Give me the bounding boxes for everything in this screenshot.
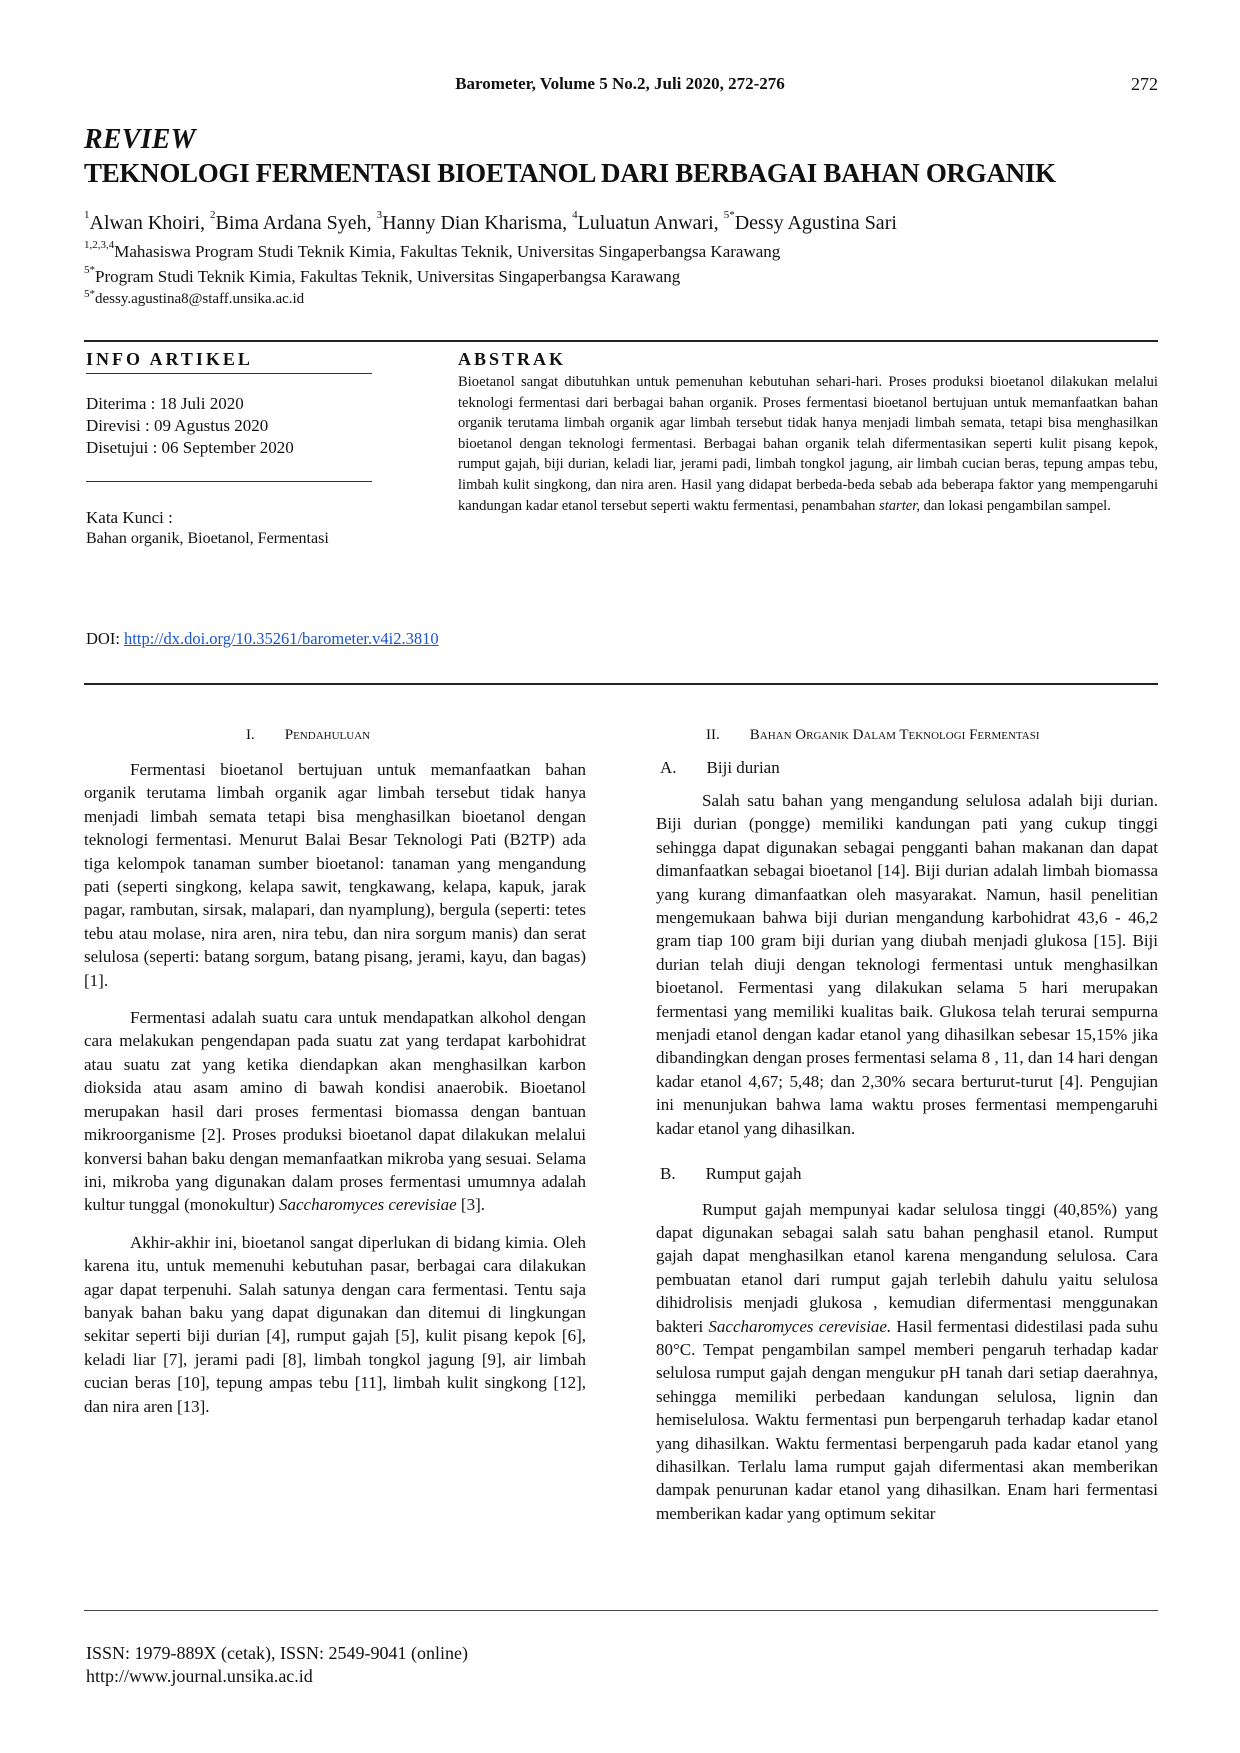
date-received: Diterima : 18 Juli 2020 <box>86 394 244 413</box>
date-accepted: Disetujui : 06 September 2020 <box>86 438 294 457</box>
author-1-sup: 1 <box>84 209 90 221</box>
paragraph-b-main: Rumput gajah mempunyai kadar selulosa tinggi (40,85%) yang dapat digunakan sebagai salah satu bahan penghasil etanol. Rumput gajah dapat menghasilkan etanol karena mengandung selulosa. Cara pembuatan etanol dari rumput gajah terlebih dahulu yaitu selulosa dihidrolisis menjadi glukosa , kemudian difermentasi menggunakan bakteri <box>656 1199 1158 1336</box>
info-artikel-title: INFO ARTIKEL <box>86 349 253 369</box>
section-1-heading <box>246 727 370 744</box>
author-4-sup: 4 <box>572 209 578 221</box>
divider-body <box>84 683 1158 685</box>
page-number: 272 <box>1131 74 1158 94</box>
section-2-number: II. <box>706 727 720 743</box>
author-2-sup: 2 <box>210 209 216 221</box>
author-3-sup: 3 <box>376 209 383 221</box>
affiliation-email <box>84 288 305 308</box>
abstract-text-end: dan lokasi pengambilan sampel. <box>919 497 1111 514</box>
section-1-number: I. <box>246 727 255 743</box>
author-2: Bima Ardana Syeh, <box>215 212 377 234</box>
info-divider-2 <box>86 481 372 482</box>
paragraph-a: Salah satu bahan yang mengandung selulosa adalah biji durian. Biji durian (pongge) memiliki kandungan pati yang cukup tinggi sehingga dapat digunakan sebagai pengganti bahan makanan dan dapat dimanfaatkan sebagai bioetanol [14]. Biji durian adalah limbah biomassa yang kurang dimanfaatkan oleh masyarakat. Namun, hasil penelitian mengemukaan bahwa biji durian mengandung karbohidrat 43,6 - 46,2 gram tiap 100 gram biji durian yang diubah menjadi glukosa [15]. Biji durian telah diuji dengan teknologi fermentasi untuk menghasilkan bioetanol. Fermentasi yang dilakukan selama 5 hari merupakan fermentasi yang memiliki kualitas baik. Glukosa telah terurai sempurna menjadi etanol dengan kadar etanol yang dihasilkan sebesar 15,15% jika dibandingkan dengan proses fermentasi selama 8 , 11, dan 14 hari dengan kadar etanol 4,67; 5,48; dan 2,30% secara berturut-turut [4]. Pengujian ini menunjukan bahwa lama waktu proses fermentasi mempengaruhi kadar etanol yang dihasilkan. <box>656 791 1158 1138</box>
doi-label: DOI: <box>86 629 125 648</box>
author-email: dessy.agustina8@staff.unsika.ac.id <box>95 291 305 307</box>
footer-divider <box>84 1610 1158 1611</box>
paragraph-b-italic: Saccharomyces cerevisiae. <box>708 1316 892 1336</box>
info-divider-1 <box>86 373 372 374</box>
paragraph-1: Fermentasi bioetanol bertujuan untuk memanfaatkan bahan organik terutama limbah organik agar limbah tersebut tidak hanya menjadi limbah semata tetapi bisa menghasilkan bioetanol dengan teknologi fermentasi. Menurut Balai Besar Teknologi Pati (B2TP) ada tiga kelompok tanaman sumber bioetanol: tanaman yang mengandung pati (seperti singkong, kelapa sawit, tengkawang, kelapa, kapuk, jarak pagar, rambutan, sirsak, malapari, dan nyamplung), bergula (seperti: tetes tebu atau molase, nira aren, nira tebu, dan nira sorgum manis) dan serat selulosa (seperti: batang sorgum, batang pisang, jerami, kayu, dan bagas) [1]. <box>84 760 586 990</box>
subsection-b-letter: B. <box>660 1164 676 1184</box>
subsection-b-heading <box>660 1162 1158 1185</box>
affiliation-2 <box>84 264 681 287</box>
affiliation-1-sup: 1,2,3,4 <box>84 239 115 251</box>
footer-issn: ISSN: 1979-889X (cetak), ISSN: 2549-9041 (online) <box>86 1643 468 1663</box>
paragraph-b <box>656 1198 1158 1526</box>
divider-top <box>84 340 1158 342</box>
article-type-label: REVIEW <box>84 124 196 155</box>
author-4: Luluatun Anwari, <box>577 212 724 234</box>
author-5: Dessy Agustina Sari <box>734 212 897 234</box>
subsection-b-title: Rumput gajah <box>705 1164 802 1184</box>
subsection-a-letter: A. <box>660 758 677 777</box>
affiliation-1 <box>84 239 781 262</box>
paragraph-2-end: [3]. <box>456 1195 485 1215</box>
author-5-sup: 5* <box>723 209 735 221</box>
keywords-label: Kata Kunci : <box>86 508 173 527</box>
author-3: Hanny Dian Kharisma, <box>382 212 573 234</box>
author-list <box>84 209 897 235</box>
paragraph-2-italic: Saccharomyces cerevisiae <box>279 1195 457 1215</box>
right-column <box>656 789 1158 1539</box>
section-2-heading <box>706 727 1039 744</box>
subsection-a-title: Biji durian <box>706 758 780 777</box>
abstract-title: ABSTRAK <box>458 349 567 369</box>
paragraph-b-end: Hasil fermentasi didestilasi pada suhu 80°C. Tempat pengambilan sampel memberi pengaruh terhadap kadar selulosa rumput gajah dengan mengukur pH tanah dari setiap daerahnya, sehingga memiliki perbedaan kandungan selulosa, lignin dan hemiselulosa. Waktu fermentasi pun berpengaruh terhadap kadar etanol yang dihasilkan. Waktu fermentasi berpengaruh pada kadar etanol yang dihasilkan. Terlalu lama rumput gajah difermentasi akan memberikan dampak penurunan kadar etanol yang dihasilkan. Enam hari fermentasi memberikan kadar yang optimum sekitar <box>656 1316 1158 1523</box>
doi-line <box>86 629 439 649</box>
paragraph-2 <box>84 1006 586 1217</box>
abstract-text <box>458 372 1158 516</box>
journal-header: Barometer, Volume 5 No.2, Juli 2020, 272-276 <box>455 74 785 93</box>
author-1: Alwan Khoiri, <box>89 212 211 234</box>
affiliation-email-sup: 5* <box>84 288 95 300</box>
subsection-a-heading <box>660 758 780 778</box>
section-1-title: Pendahuluan <box>284 727 371 743</box>
date-revised: Direvisi : 09 Agustus 2020 <box>86 416 269 435</box>
affiliation-2-text: Program Studi Teknik Kimia, Fakultas Teknik, Universitas Singaperbangsa Karawang <box>95 267 681 286</box>
abstract-text-italic: starter, <box>879 497 920 514</box>
affiliation-1-text: Mahasiswa Program Studi Teknik Kimia, Fakultas Teknik, Universitas Singaperbangsa Karawang <box>114 242 781 261</box>
article-title: TEKNOLOGI FERMENTASI BIOETANOL DARI BERBAGAI BAHAN ORGANIK <box>84 158 1056 188</box>
keywords: Bahan organik, Bioetanol, Fermentasi <box>86 530 329 547</box>
doi-link[interactable]: http://dx.doi.org/10.35261/barometer.v4i2.3810 <box>124 629 439 648</box>
left-column <box>84 758 586 1432</box>
paragraph-2-main: Fermentasi adalah suatu cara untuk mendapatkan alkohol dengan cara melakukan pengendapan pada suatu zat yang terdapat karbohidrat atau suatu zat yang ketika diendapkan akan menghasilkan karbon dioksida atau asam amino di bawah kondisi anaerobik. Bioetanol merupakan hasil dari proses fermentasi biomassa dengan bantuan mikroorganisme [2]. Proses produksi bioetanol dapat dilakukan melalui konversi bahan baku dengan memanfaatkan mikroba yang sesuai. Selama ini, mikroba yang digunakan dalam proses fermentasi umumnya adalah kultur tunggal (monokultur) <box>84 1008 586 1215</box>
abstract-text-main: Bioetanol sangat dibutuhkan untuk pemenuhan kebutuhan sehari-hari. Proses produksi bioetanol dilakukan melalui teknologi fermentasi dari berbagai bahan organik. Proses fermentasi bioetanol bertujuan untuk memanfaatkan bahan organik terutama limbah organik agar limbah tersebut tidak hanya menjadi limbah semata, tetapi bisa menghasilkan bioetanol dengan teknologi fermentasi. Berbagai bahan organik telah difermentasikan seperti kulit pisang kepok, rumput gajah, biji durian, keladi liar, jerami padi, limbah tongkol jagung, air limbah cucian beras, tepung ampas tebu, limbah kulit singkong, dan nira aren. Hasil yang didapat berbeda-beda sebab ada beberapa faktor yang mempengaruhi kandungan kadar etanol tersebut seperti waktu fermentasi, penambahan <box>458 374 1158 514</box>
section-2-title: Bahan Organik Dalam Teknologi Fermentasi <box>749 727 1040 743</box>
affiliation-2-sup: 5* <box>84 264 95 276</box>
footer-url: http://www.journal.unsika.ac.id <box>86 1666 313 1686</box>
paragraph-3: Akhir-akhir ini, bioetanol sangat diperlukan di bidang kimia. Oleh karena itu, untuk memenuhi kebutuhan pasar, berbagai cara dilakukan agar dapat terpenuhi. Salah satunya dengan cara fermentasi. Tentu saja banyak bahan baku yang dapat digunakan dan ditemui di lingkungan sekitar seperti biji durian [4], rumput gajah [5], kulit pisang kepok [6], keladi liar [7], jerami padi [8], limbah tongkol jagung [9], air limbah cucian beras [10], tepung ampas tebu [11], limbah kulit singkong [12], dan nira aren [13]. <box>84 1232 586 1416</box>
